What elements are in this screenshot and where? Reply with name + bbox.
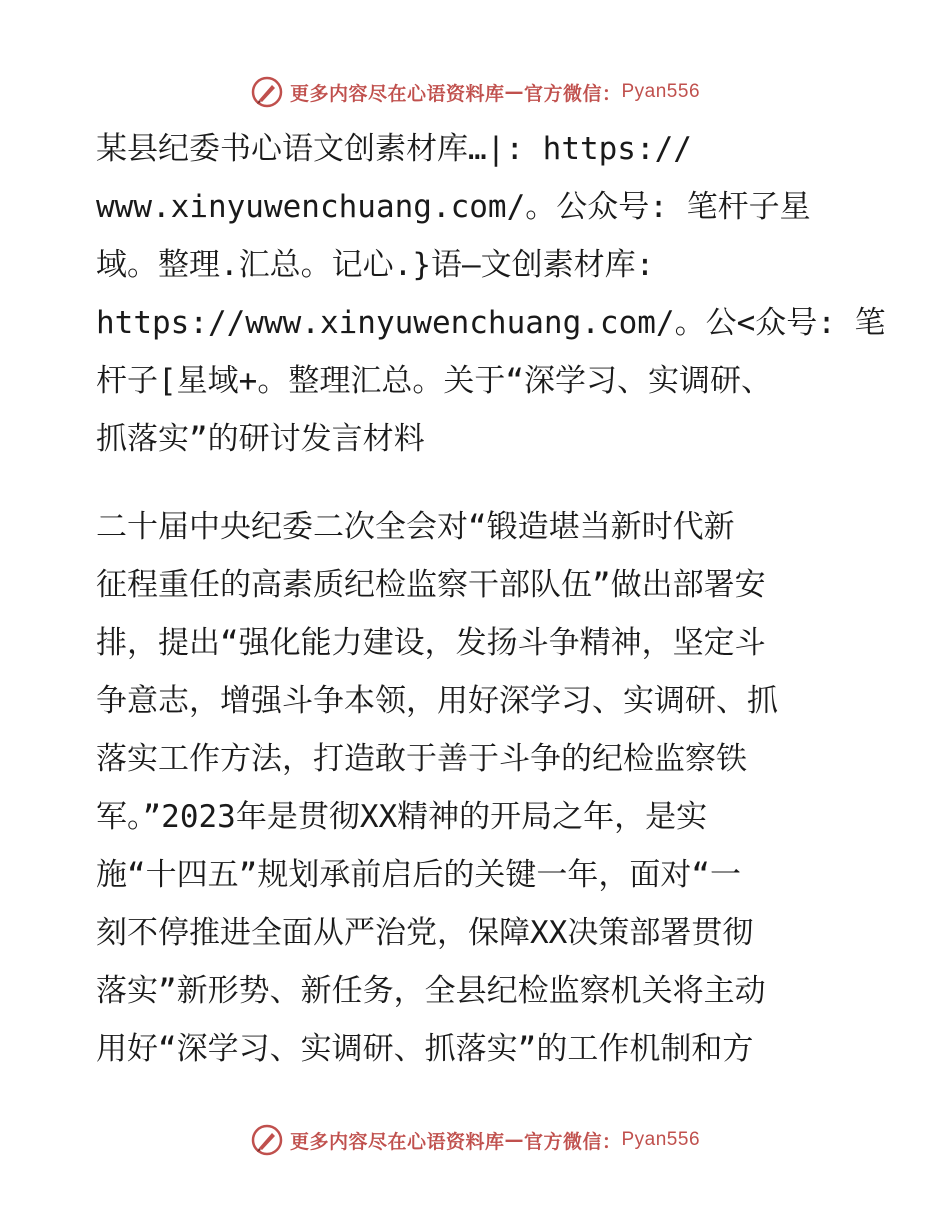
document-header-block bbox=[96, 120, 886, 468]
watermark-header bbox=[0, 72, 950, 112]
pen-logo-icon bbox=[250, 75, 284, 109]
paragraph-line: 施“十四五”规划承前启后的关键一年，面对“一 bbox=[96, 857, 741, 893]
header-line: www.xinyuwenchuang.com/。公众号: 笔杆子星 bbox=[96, 189, 811, 225]
paragraph-line: 二十届中央纪委二次全会对“锻造堪当新时代新 bbox=[96, 509, 735, 545]
header-line: https://www.xinyuwenchuang.com/。公<众号: 笔 bbox=[96, 305, 886, 341]
header-line: 域。整理.汇总。记心.}语—文创素材库: bbox=[96, 247, 655, 283]
watermark-footer bbox=[0, 1120, 950, 1160]
document-body bbox=[96, 120, 886, 1078]
watermark-text: 更多内容尽在心语资料库 bbox=[289, 82, 505, 105]
paragraph-line: 排，提出“强化能力建设，发扬斗争精神，坚定斗 bbox=[96, 625, 766, 661]
paragraph-line: 落实”新形势、新任务，全县纪检监察机关将主动 bbox=[96, 973, 766, 1009]
header-line: 某县纪委书心语文创素材库…|: https:// bbox=[96, 131, 692, 167]
paragraph-line: 落实工作方法，打造敢于善于斗争的纪检监察铁 bbox=[96, 741, 747, 777]
paragraph-line: 争意志，增强斗争本领，用好深学习、实调研、抓 bbox=[96, 683, 778, 719]
pen-logo-icon bbox=[250, 1123, 284, 1157]
watermark-text: 更多内容尽在心语资料库 bbox=[289, 1130, 505, 1153]
watermark-official-label: 官方微信： bbox=[523, 1130, 622, 1153]
watermark-wechat-id: Pyan556 bbox=[621, 81, 701, 102]
header-line: 抓落实”的研讨发言材料 bbox=[96, 421, 425, 457]
paragraph-line: 刻不停推进全面从严治党，保障XX决策部署贯彻 bbox=[96, 915, 754, 951]
paragraph-line: 征程重任的高素质纪检监察干部队伍”做出部署安 bbox=[96, 567, 766, 603]
watermark-dash: — bbox=[504, 81, 524, 103]
watermark-official-label: 官方微信： bbox=[523, 82, 622, 105]
watermark-wechat-id: Pyan556 bbox=[621, 1129, 701, 1150]
header-line: 杆子[星域+。整理汇总。关于“深学习、实调研、 bbox=[96, 363, 772, 399]
paragraph-line: 用好“深学习、实调研、抓落实”的工作机制和方 bbox=[96, 1031, 754, 1067]
document-paragraph bbox=[96, 498, 856, 1078]
watermark-dash: — bbox=[504, 1129, 524, 1151]
paragraph-gap bbox=[96, 468, 856, 498]
paragraph-line: 军。”2023年是贯彻XX精神的开局之年，是实 bbox=[96, 799, 708, 835]
